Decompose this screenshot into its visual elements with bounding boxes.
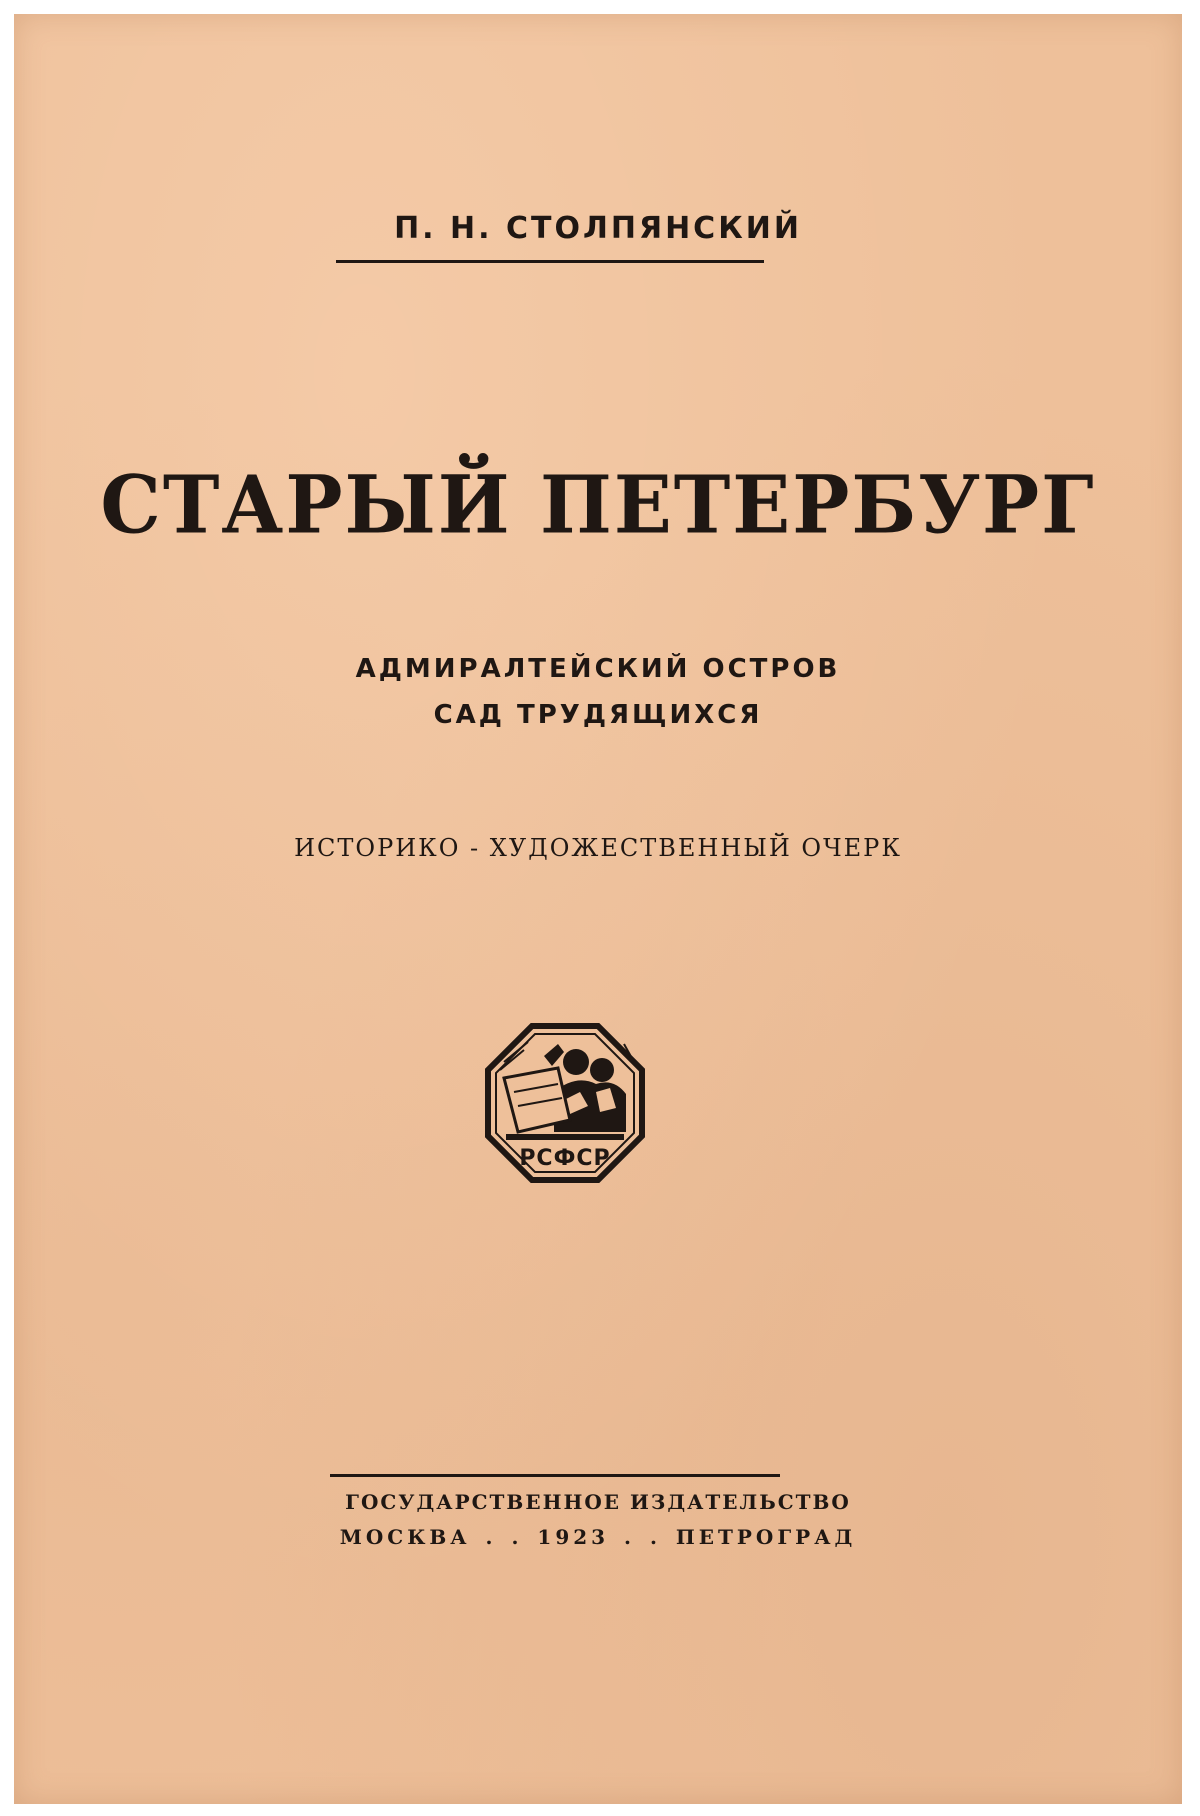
subtitle-line-1: АДМИРАЛТЕЙСКИЙ ОСТРОВ: [355, 654, 841, 684]
genre-line: ИСТОРИКО - ХУДОЖЕСТВЕННЫЙ ОЧЕРК: [294, 834, 902, 862]
svg-text:РСФСР: РСФСР: [519, 1146, 611, 1171]
author-name: П. Н. СТОЛПЯНСКИЙ: [394, 211, 802, 246]
publisher-rule: [330, 1474, 780, 1477]
subtitle-line-2: САД ТРУДЯЩИХСЯ: [433, 700, 763, 730]
book-title: СТАРЫЙ ПЕТЕРБУРГ: [100, 457, 1096, 552]
book-cover: [14, 14, 1182, 1804]
place-and-year: МОСКВА . . 1923 . . ПЕТРОГРАД: [339, 1525, 857, 1549]
publisher-emblem-icon: [484, 1022, 646, 1184]
publisher-name: ГОСУДАРСТВЕННОЕ ИЗДАТЕЛЬСТВО: [345, 1490, 851, 1514]
author-underline: [336, 260, 764, 263]
